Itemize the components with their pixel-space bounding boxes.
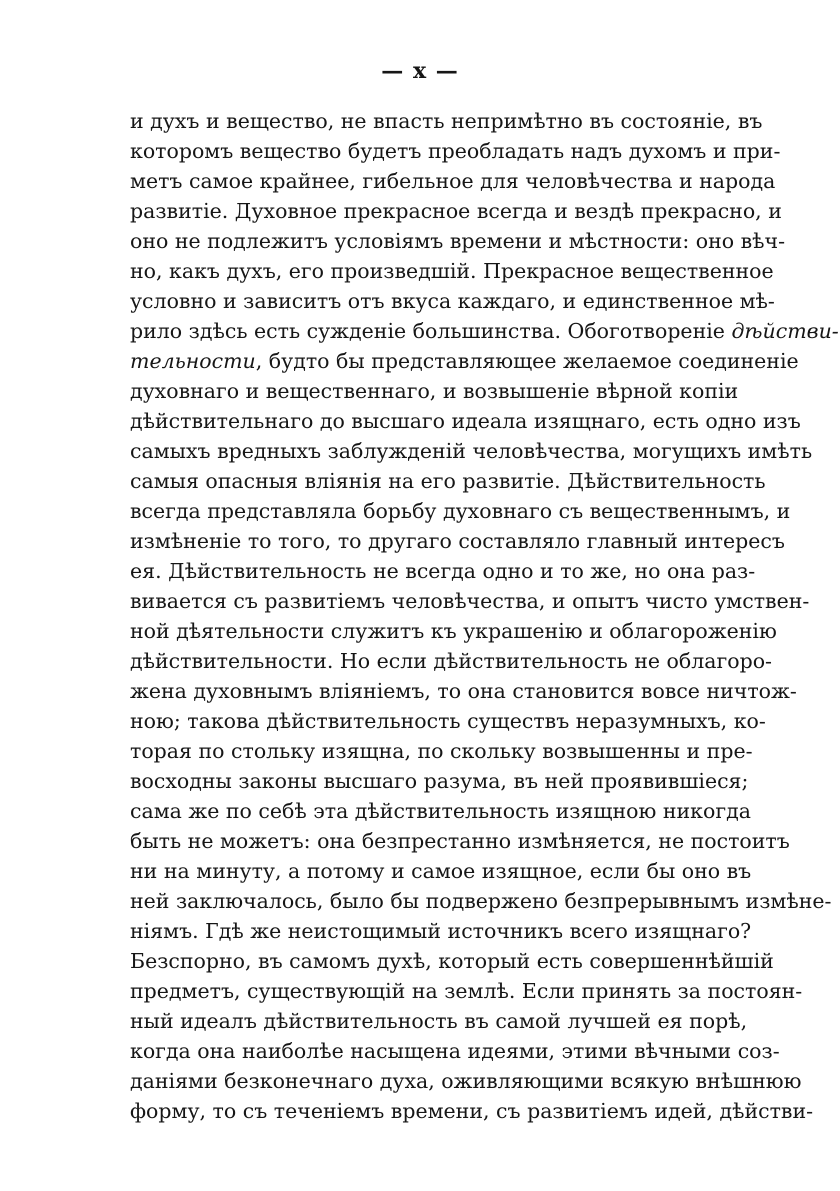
text-line: быть не можетъ: она безпрестанно измѣняется, не постоитъ <box>130 829 790 853</box>
text-line: ной дѣятельности служитъ къ украшенію и облагороженію <box>130 619 777 643</box>
text-line: ней заключалось, было бы подвержено безпрерывнымъ измѣне- <box>130 889 832 913</box>
text-line: торая по стольку изящна, по скольку возвышенны и пре- <box>130 739 753 763</box>
page-number: — x — <box>381 58 459 84</box>
text-line: дѣйствительнаго до высшаго идеала изящнаго, есть одно изъ <box>130 409 801 433</box>
text-line-with-italic: рило здѣсь есть сужденіе большинства. Обоготвореніе дѣйстви- <box>130 319 839 343</box>
text-line: жена духовнымъ вліяніемъ, то она становится вовсе ничтож- <box>130 679 797 703</box>
text-line: ніямъ. Гдѣ же неистощимый источникъ всего изящнаго? <box>130 919 752 943</box>
text-line: развитіе. Духовное прекрасное всегда и вездѣ прекрасно, и <box>130 199 782 223</box>
text-line: ея. Дѣйствительность не всегда одно и то же, но она раз- <box>130 559 756 583</box>
body-text <box>130 106 839 1126</box>
italic-term: дѣйстви- <box>731 319 839 343</box>
text-line: ною; такова дѣйствительность существъ неразумныхъ, ко- <box>130 709 766 733</box>
text-line: ни на минуту, а потому и самое изящное, если бы оно въ <box>130 859 752 883</box>
text-line: всегда представляла борьбу духовнаго съ вещественнымъ, и <box>130 499 791 523</box>
text-line: восходны законы высшаго разума, въ ней проявившіеся; <box>130 769 749 793</box>
text-line: но, какъ духъ, его произведшій. Прекрасное вещественное <box>130 259 774 283</box>
text-line: духовнаго и вещественнаго, и возвышеніе вѣрной копіи <box>130 379 739 403</box>
text-line: когда она наиболѣе насыщена идеями, этими вѣчными соз- <box>130 1039 780 1063</box>
text-line-with-italic: тельности, будто бы представляющее желаемое соединеніе <box>130 349 799 373</box>
text-line: даніями безконечнаго духа, оживляющими всякую внѣшнюю <box>130 1069 802 1093</box>
text-line: вивается съ развитіемъ человѣчества, и опытъ чисто умствен- <box>130 589 810 613</box>
text-line: самыя опасныя вліянія на его развитіе. Дѣйствительность <box>130 469 766 493</box>
text-line: ный идеалъ дѣйствительность въ самой лучшей ея порѣ, <box>130 1009 748 1033</box>
italic-term: тельности <box>130 349 256 373</box>
text-line: и духъ и вещество, не впасть непримѣтно въ состояніе, въ <box>130 109 763 133</box>
text-line: предметъ, существующій на землѣ. Если принять за постоян- <box>130 979 803 1003</box>
text-line: оно не подлежитъ условіямъ времени и мѣстности: оно вѣч- <box>130 229 786 253</box>
text-line: форму, то съ теченіемъ времени, съ развитіемъ идей, дѣйстви- <box>130 1099 814 1123</box>
text-line: сама же по себѣ эта дѣйствительность изящною никогда <box>130 799 751 823</box>
text-line: которомъ вещество будетъ преобладать надъ духомъ и при- <box>130 139 781 163</box>
text-line: самыхъ вредныхъ заблужденій человѣчества, могущихъ имѣть <box>130 439 813 463</box>
text-line: дѣйствительности. Но если дѣйствительность не облагоро- <box>130 649 772 673</box>
text-line: Безспорно, въ самомъ духѣ, который есть совершеннѣйшій <box>130 949 774 973</box>
text-line: условно и зависитъ отъ вкуса каждаго, и единственное мѣ- <box>130 289 775 313</box>
text-line: измѣненіе то того, то другаго составляло главный интересъ <box>130 529 785 553</box>
text-line: метъ самое крайнее, гибельное для человѣчества и народа <box>130 169 776 193</box>
